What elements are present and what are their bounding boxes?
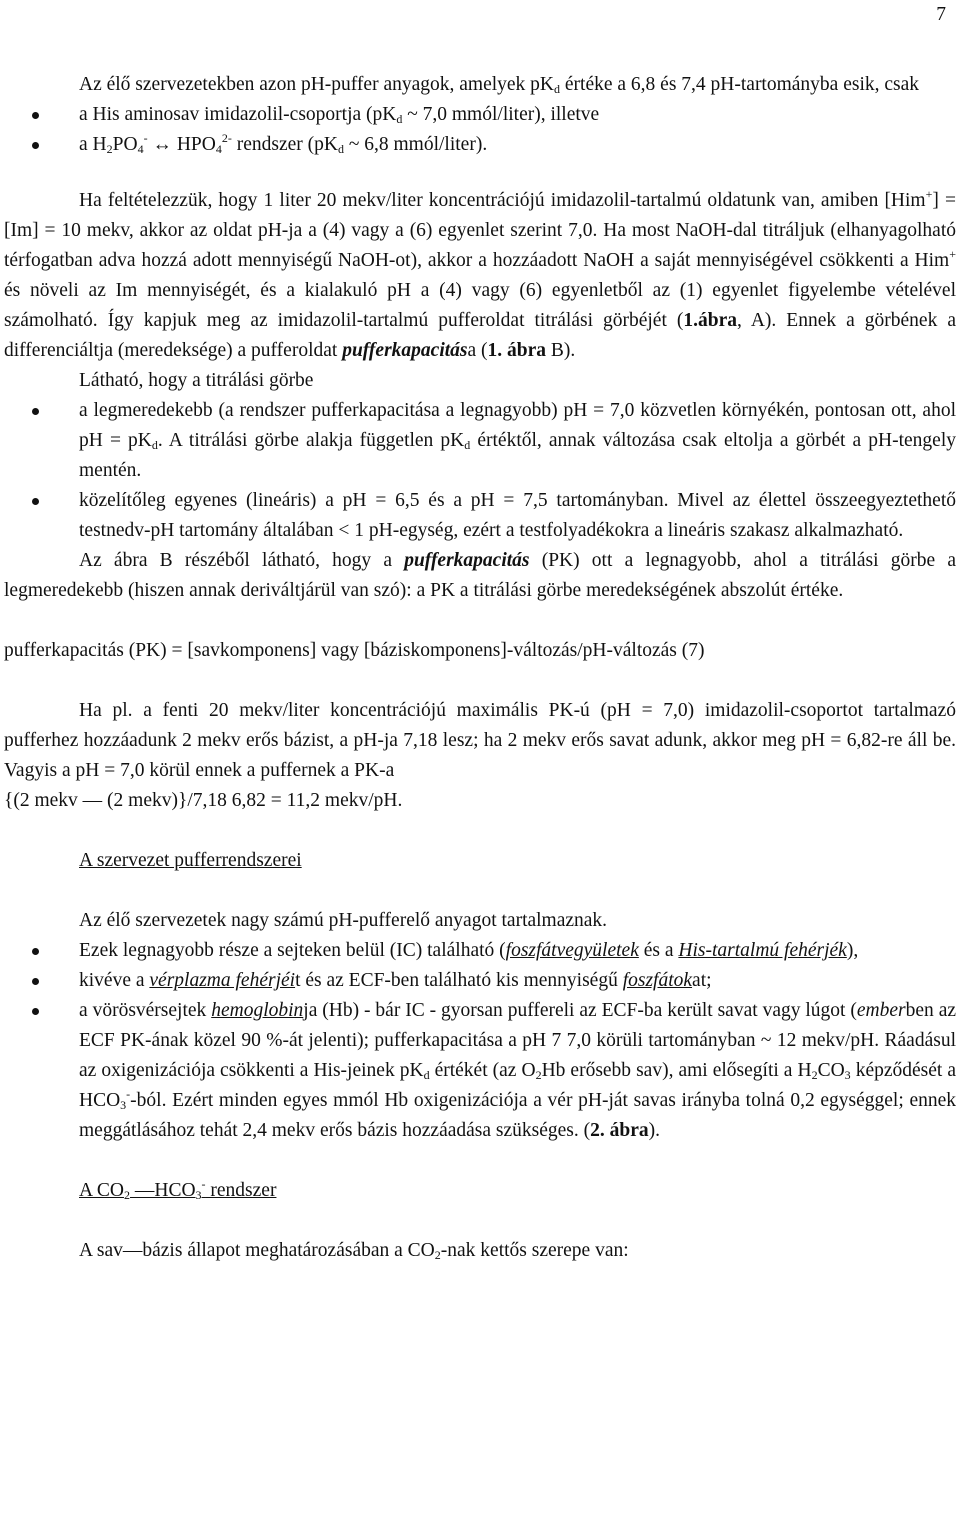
bullet-intracellular: Ezek legnagyobb része a sejteken belül (IC) található (foszfátvegyületek és a His-tartalmú fehérjék), [4,936,956,966]
equation-7: pufferkapacitás (PK) = [savkomponens] vagy [báziskomponens]-változás/pH-változás (7) [4,640,705,661]
buffer-capacity-paragraph: Az ábra B részéből látható, hogy a pufferkapacitás (PK) ott a legnagyobb, ahol a titrálási görbe a legmeredekebb (hiszen annak deriváltjárül van szó): a PK a titrálási görbe meredekségének abszolút értéke. [4,550,956,601]
page-number: 7 [936,4,946,25]
term-buffer-capacity: pufferkapacitás [342,340,468,361]
bullet-linear: közelítőleg egyenes (lineáris) a pH = 6,5 és a pH = 7,5 tartományban. Mivel az élettel összeegyeztethető testnedv-pH tartomány általában < 1 pH-egység, ezért a testfolyadékokra a lineáris szakasz alkalmazható. [4,486,956,546]
buffers-intro: Az élő szervezetek nagy számú pH-pufferelő anyagot tartalmaznak. [79,910,608,931]
example-paragraph: Ha pl. a fenti 20 mekv/liter koncentrációjú maximális PK-ú (pH = 7,0) imidazolil-csoportot tartalmazó pufferhez hozzáadunk 2 mekv erős bázist, a pH-ja 7,18 lesz; ha 2 mekv erős savat adunk, akkor meg pH = 6,82-re áll be. Vagyis a pH = 7,0 körül ennek a puffernek a PK-a [4,700,956,781]
intro-paragraph: Az élő szervezetekben azon pH-puffer anyagok, amelyek $pK_d$ értéke a 6,8 és 7,4 pH-tartományba esik, csak [79,74,920,96]
figure-ref: 1. ábra [487,340,547,361]
section-heading-co2-system: A $CO_2$ $—HCO_3^-$ rendszer [79,1177,277,1202]
term-buffer-capacity: pufferkapacitás [404,550,530,571]
bullet-steepest: a legmeredekebb (a rendszer pufferkapacitása a legnagyobb) pH = 7,0 közvetlen környékén, pontosan ott, ahol pH = $pK_d$. A titrálási görbe alakja független $pK_d$ értéktől, annak változása csak eltolja a görbét a pH-tengely mentén. [4,396,956,486]
example-formula: {(2 mekv — (2 mekv)}/7,18 6,82 = 11,2 mekv/pH. [4,790,403,811]
section-heading-buffer-systems: A szervezet pufferrendszerei [79,850,302,871]
document-body [4,70,956,1266]
titration-curve-intro: Látható, hogy a titrálási görbe [79,370,314,391]
bullet-hemoglobin: a vörösvérsejtek hemoglobinja (Hb) - bár IC - gyorsan puffereli az ECF-ba került savat vagy lúgot (emberben az ECF PK-ának közel 90 %-át jelenti); pufferkapacitása a pH 7 7,0 körüli tartományban ~ 12 mekv/pH. Ráadásul az oxigenizációja csökkenti a His-jeinek $pK_d$ értékét (az $O_2Hb$ erősebb sav), ami elősegíti a $H_2CO_3$ képződését a $HCO_3^-$-ból. Ezért minden egyes mmól Hb oxigenizációja a vér pH-ját savas irányba tolná 0,2 egységgel; ennek meggátlásához tehát 2,4 mekv erős bázis hozzáadása szükséges. (2. ábra). [4,996,956,1146]
bullet-phosphate-system: a $H_2PO_4^-$ ↔ $HPO_4^{2-}$ rendszer ($pK_d$ ~ 6,8 mmól/liter). [4,130,956,160]
figure-ref: 1.ábra [683,310,738,331]
co2-intro: A sav—bázis állapot meghatározásában a $CO_2$-nak kettős szerepe van: [79,1240,629,1262]
figure-ref: 2. ábra [590,1120,649,1141]
bullet-plasma-proteins: kivéve a vérplazma fehérjéit és az ECF-ben található kis mennyiségű foszfátokat; [4,966,956,996]
bullet-his-imidazolyl: a His aminosav imidazolil-csoportja ($pK_d$ ~ 7,0 mmól/liter), illetve [4,100,956,130]
titration-paragraph: Ha feltételezzük, hogy 1 liter 20 mekv/liter koncentrációjú imidazolil-tartalmú oldatunk van, amiben [Him+] = [Im] = 10 mekv, akkor az oldat pH-ja a (4) vagy a (6) egyenlet szerint 7,0. Ha most NaOH-dal titráljuk (elhanyagolható térfogatban adva hozzá adott mennyiségű NaOH-ot), akkor a hozzáadott NaOH a saját mennyiségével csökkenti a Him+ és növeli az Im mennyiségét, és a kialakuló pH a (4) vagy (6) egyenletből az (1) egyenlet figyelembe vételével számolható. Így kapjuk meg az imidazolil-tartalmú pufferoldat titrálási görbéjét (1.ábra, A). Ennek a görbének a differenciáltja (meredeksége) a pufferoldat pufferkapacitása (1. ábra B). [4,187,956,361]
